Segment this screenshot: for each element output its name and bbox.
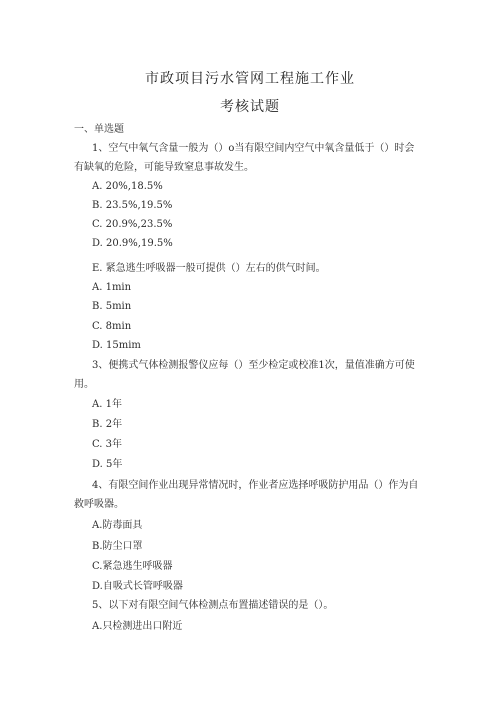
- question-4-line-2: 救呼吸器。: [74, 499, 124, 510]
- question-2-line-1: E. 紧急逃生呼吸器一般可提供（）左右的供气时间。: [92, 263, 326, 274]
- question-5-line-1: 5、以下对有限空间气体检测点布置描述错误的是（）。: [92, 600, 334, 611]
- question-2-option-c: C. 8min: [92, 321, 132, 332]
- question-2-option-a: A. 1min: [92, 282, 132, 293]
- question-2-option-b: B. 5min: [92, 301, 132, 312]
- question-1-line-2: 有缺氧的危险，可能导致窒息事故发生。: [74, 162, 254, 173]
- question-1-option-a: A. 20%,18.5%: [92, 181, 163, 192]
- question-4-option-b: B.防尘口罩: [92, 541, 143, 552]
- question-4-option-d: D.自吸式长管呼吸器: [92, 581, 183, 592]
- section-heading: 一、单选题: [74, 124, 124, 135]
- question-3-line-1: 3、便携式气体检测报警仪应每（）至少检定或校准1次，量值准确方可使: [92, 360, 415, 371]
- question-3-option-a: A. 1年: [92, 399, 122, 410]
- question-1-option-d: D. 20.9%,19.5%: [92, 238, 173, 249]
- question-4-option-a: A.防毒面具: [92, 520, 143, 531]
- question-3-option-d: D. 5年: [92, 459, 123, 470]
- question-1-option-b: B. 23.5%,19.5%: [92, 200, 173, 211]
- question-3-option-b: B. 2年: [92, 419, 123, 430]
- question-3-option-c: C. 3年: [92, 439, 123, 450]
- question-4-option-c: C.紧急逃生呼吸器: [92, 561, 173, 572]
- document-subtitle: 考核试题: [220, 99, 280, 115]
- question-1-option-c: C. 20.9%,23.5%: [92, 219, 173, 230]
- question-5-option-a: A.只检测进出口附近: [92, 621, 183, 632]
- document-title: 市政项目污水管网工程施工作业: [145, 71, 355, 87]
- question-2-option-d: D. 15mim: [92, 340, 141, 351]
- question-1-line-1: 1、空气中氧气含量一般为（）o当有限空间内空气中氧含量低于（）时会: [92, 143, 415, 154]
- question-3-line-2: 用。: [74, 379, 94, 390]
- question-4-line-1: 4、有限空间作业出现异常情况时，作业者应选择呼吸防护用品（）作为自: [92, 480, 419, 491]
